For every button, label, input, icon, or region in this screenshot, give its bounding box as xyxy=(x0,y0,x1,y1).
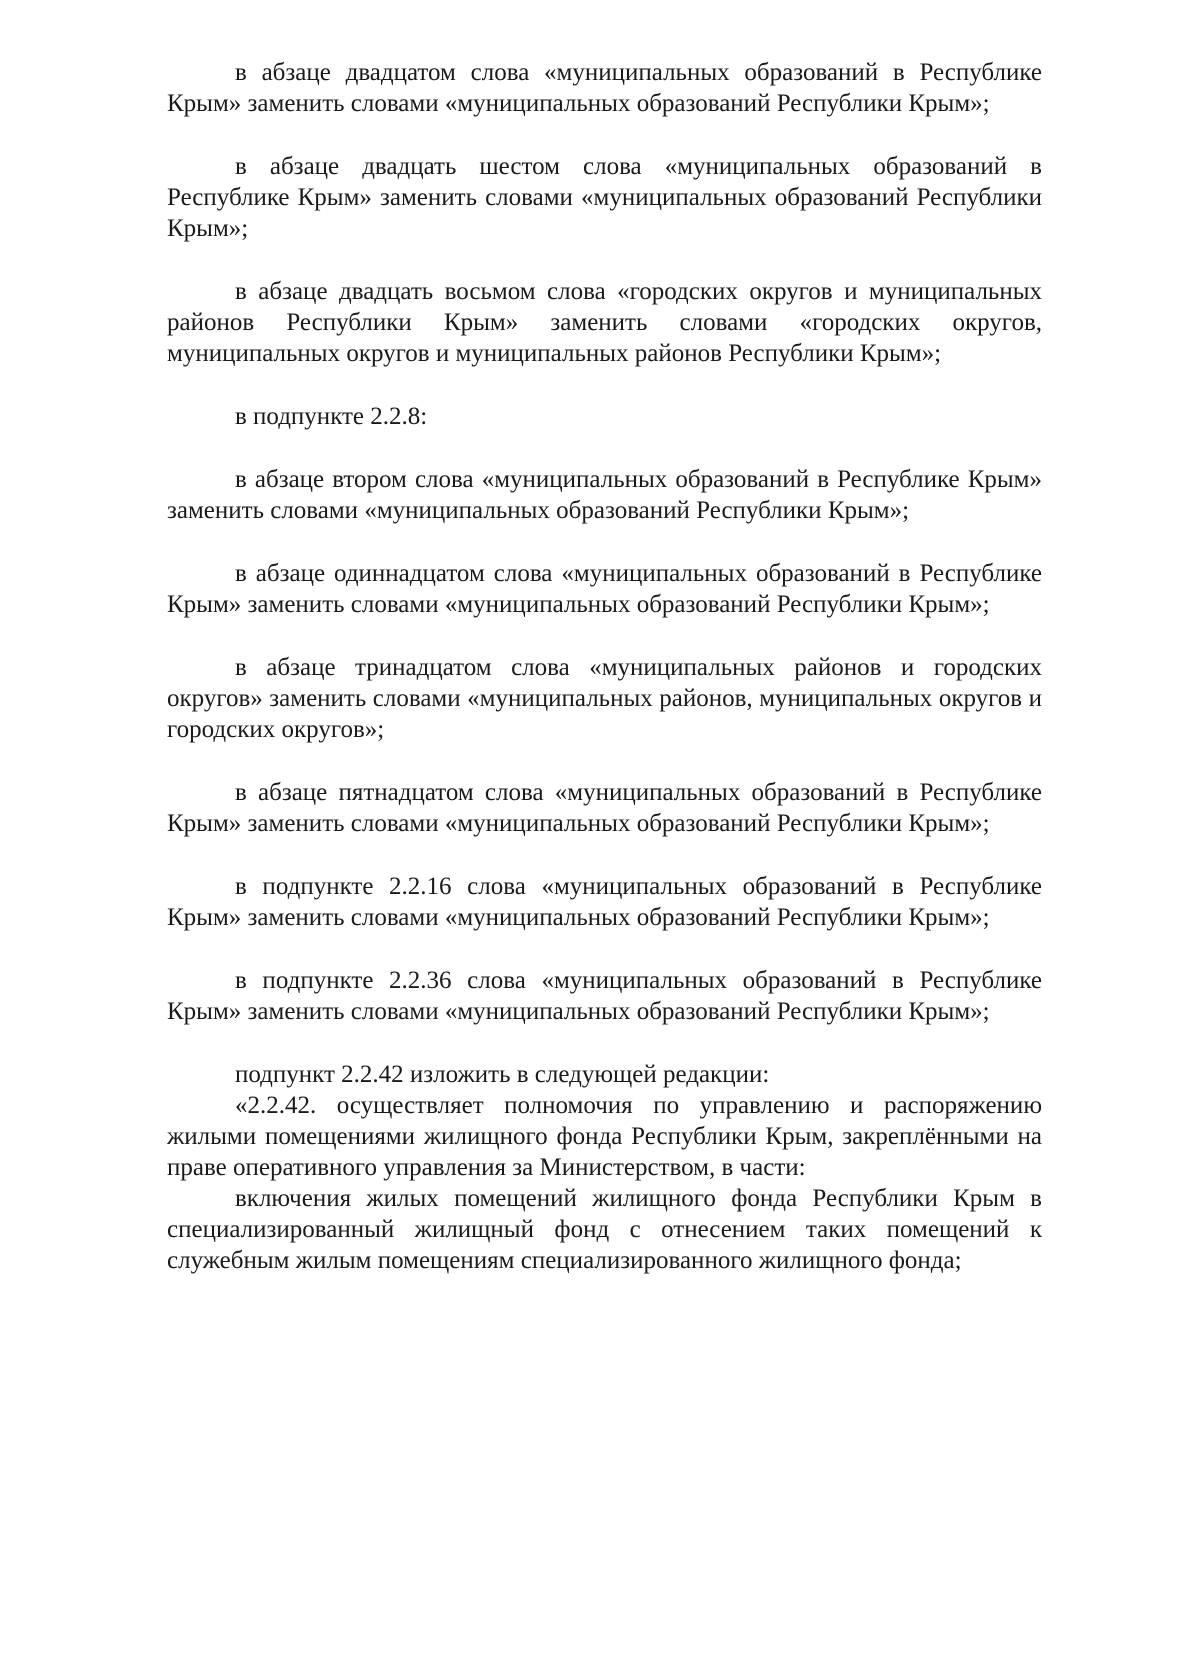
paragraph-4: в подпункте 2.2.8: xyxy=(235,403,428,430)
paragraph-13: включения жилых помещений жилищного фонда Республики Крым в специализированный жилищный фонд с отнесением таких помещений к служебным жилым помещениям специализированного жилищного фонда; xyxy=(167,1185,1042,1274)
paragraph-10: в подпункте 2.2.36 слова «муниципальных образований в Республике Крым» заменить словами «муниципальных образований Республики Крым»; xyxy=(167,967,1042,1025)
paragraph-11: подпункт 2.2.42 изложить в следующей редакции: xyxy=(235,1061,770,1088)
paragraph-1: в абзаце двадцатом слова «муниципальных образований в Республике Крым» заменить словами «муниципальных образований Республики Крым»; xyxy=(167,59,1042,117)
paragraph-2: в абзаце двадцать шестом слова «муниципальных образований в Республике Крым» заменить словами «муниципальных образований Республики Крым»; xyxy=(167,153,1042,242)
paragraph-12: «2.2.42. осуществляет полномочия по управлению и распоряжению жилыми помещениями жилищного фонда Республики Крым, закреплёнными на праве оперативного управления за Министерством, в части: xyxy=(167,1092,1042,1181)
paragraph-6: в абзаце одиннадцатом слова «муниципальных образований в Республике Крым» заменить словами «муниципальных образований Республики Крым»; xyxy=(167,560,1042,618)
document-body xyxy=(167,57,1042,1276)
paragraph-3: в абзаце двадцать восьмом слова «городских округов и муниципальных районов Республики Крым» заменить словами «городских округов, муниципальных округов и муниципальных районов Республики Крым»; xyxy=(167,278,1042,367)
paragraph-8: в абзаце пятнадцатом слова «муниципальных образований в Республике Крым» заменить словами «муниципальных образований Республики Крым»; xyxy=(167,779,1042,837)
paragraph-5: в абзаце втором слова «муниципальных образований в Республике Крым» заменить словами «муниципальных образований Республики Крым»; xyxy=(167,466,1042,524)
paragraph-9: в подпункте 2.2.16 слова «муниципальных образований в Республике Крым» заменить словами «муниципальных образований Республики Крым»; xyxy=(167,873,1042,931)
paragraph-7: в абзаце тринадцатом слова «муниципальных районов и городских округов» заменить словами «муниципальных районов, муниципальных округов и городских округов»; xyxy=(167,654,1042,743)
